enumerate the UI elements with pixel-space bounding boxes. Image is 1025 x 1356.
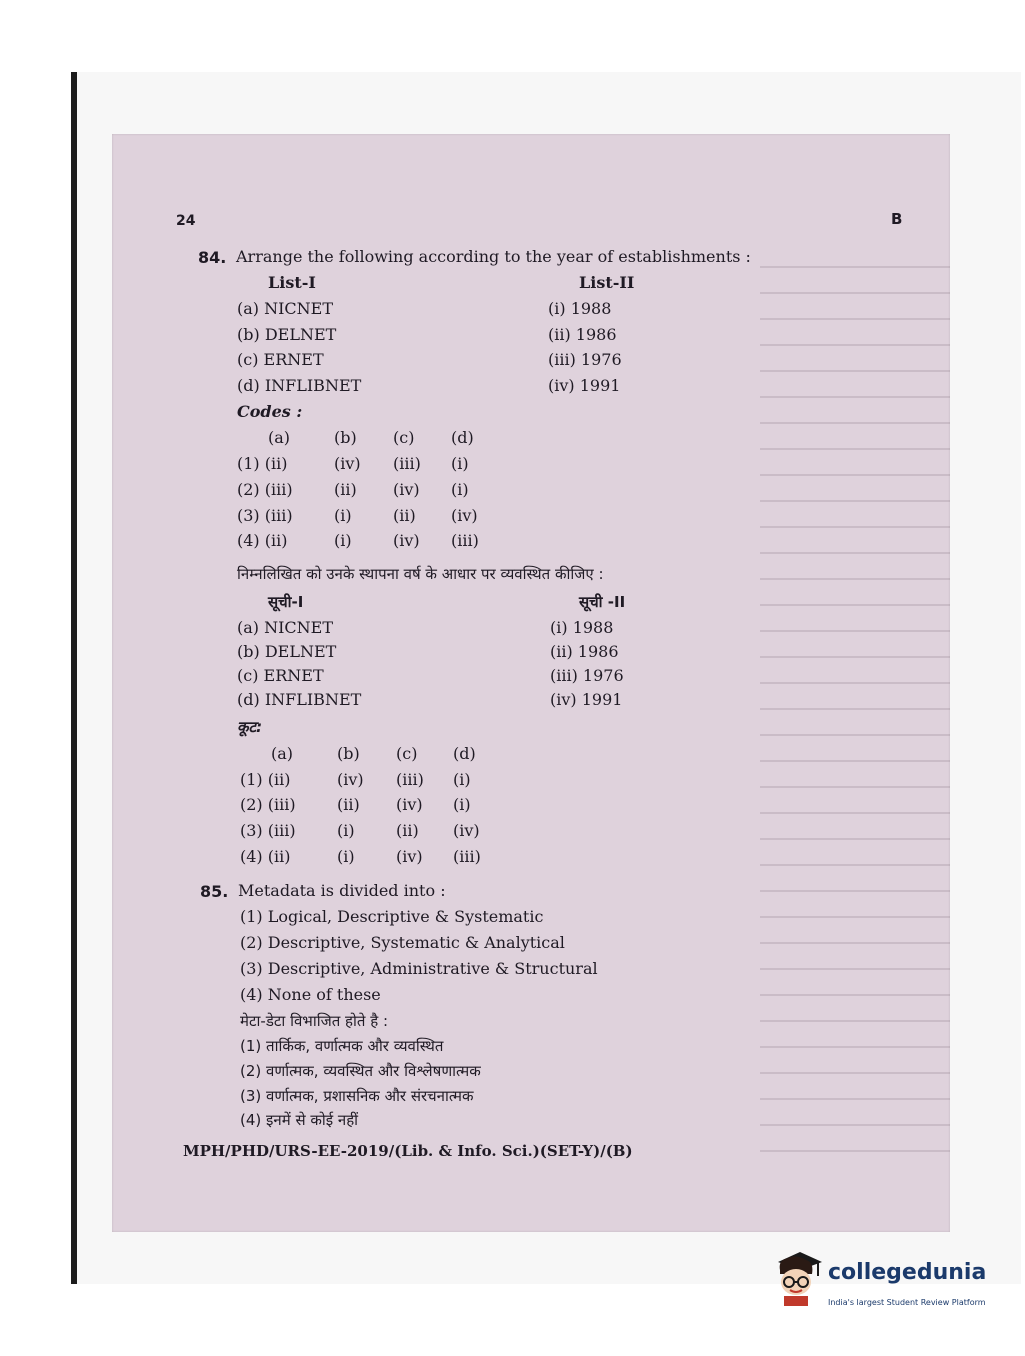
codes-header: (b) xyxy=(337,744,360,763)
set-letter: B xyxy=(891,210,903,228)
q85-option: (2) Descriptive, Systematic & Analytical xyxy=(240,933,565,952)
code-cell: (i) xyxy=(453,795,471,814)
list2-item: (iii) 1976 xyxy=(548,350,622,369)
code-cell: (ii) xyxy=(334,480,357,499)
code-cell: (i) xyxy=(334,506,352,525)
q85-option: (4) None of these xyxy=(240,985,381,1004)
q85-hindi-stem: मेटा-डेटा विभाजित होते है : xyxy=(240,1012,389,1030)
code-cell: (ii) xyxy=(393,506,416,525)
page-number: 24 xyxy=(176,213,196,229)
list1-item: (c) ERNET xyxy=(237,350,324,369)
codes-header: (d) xyxy=(451,428,474,447)
code-cell: (iv) xyxy=(393,531,420,550)
list2-item: (iii) 1976 xyxy=(550,666,624,685)
list1-item: (b) DELNET xyxy=(237,642,337,661)
code-cell: (i) xyxy=(334,531,352,550)
list2-heading: List-II xyxy=(579,273,635,292)
q85-hindi-option: (2) वर्णात्मक, व्यवस्थित और विश्लेषणात्मक xyxy=(240,1062,481,1080)
code-cell: (i) xyxy=(451,454,469,473)
code-option: (4) (ii) xyxy=(240,847,291,866)
code-cell: (iv) xyxy=(337,770,364,789)
logo-brand: collegedunia xyxy=(828,1260,987,1285)
q85-hindi-option: (4) इनमें से कोई नहीं xyxy=(240,1111,359,1129)
code-cell: (i) xyxy=(451,480,469,499)
list1-item: (c) ERNET xyxy=(237,666,324,685)
code-cell: (iii) xyxy=(393,454,421,473)
list2-item: (i) 1988 xyxy=(550,618,614,637)
code-cell: (iii) xyxy=(396,770,424,789)
footer-code: MPH/PHD/URS-EE-2019/(Lib. & Info. Sci.)(SET-Y)/(B) xyxy=(183,1142,633,1160)
q85-hindi-option: (1) तार्किक, वर्णात्मक और व्यवस्थित xyxy=(240,1037,444,1055)
q84-number: 84. xyxy=(198,248,227,267)
list1-item: (a) NICNET xyxy=(237,299,334,318)
hindi-codes-label: कूट: xyxy=(237,718,263,736)
q84-hindi-stem: निम्नलिखित को उनके स्थापना वर्ष के आधार पर व्यवस्थित कीजिए : xyxy=(237,565,604,583)
code-cell: (ii) xyxy=(396,821,419,840)
list1-item: (d) INFLIBNET xyxy=(237,690,362,709)
code-cell: (iv) xyxy=(451,506,478,525)
codes-header: (a) xyxy=(271,744,294,763)
codes-header: (c) xyxy=(396,744,418,763)
codes-header: (c) xyxy=(393,428,415,447)
q85-number: 85. xyxy=(200,882,229,901)
hindi-list1-heading: सूची-I xyxy=(268,593,304,611)
q85-option: (1) Logical, Descriptive & Systematic xyxy=(240,907,544,926)
q85-option: (3) Descriptive, Administrative & Structural xyxy=(240,959,598,978)
code-cell: (iv) xyxy=(396,795,423,814)
bleed-through-text xyxy=(760,248,950,1158)
collegedunia-logo xyxy=(770,1248,1000,1318)
code-option: (1) (ii) xyxy=(237,454,288,473)
code-cell: (iv) xyxy=(396,847,423,866)
code-option: (1) (ii) xyxy=(240,770,291,789)
codes-header: (d) xyxy=(453,744,476,763)
code-cell: (iii) xyxy=(453,847,481,866)
code-cell: (i) xyxy=(337,821,355,840)
code-cell: (iii) xyxy=(451,531,479,550)
codes-header: (b) xyxy=(334,428,357,447)
list1-heading: List-I xyxy=(268,273,316,292)
code-cell: (i) xyxy=(453,770,471,789)
list2-item: (ii) 1986 xyxy=(550,642,619,661)
list2-item: (iv) 1991 xyxy=(548,376,621,395)
codes-header: (a) xyxy=(268,428,291,447)
student-mascot-icon xyxy=(770,1248,824,1314)
q84-stem: Arrange the following according to the year of establishments : xyxy=(236,247,751,266)
list1-item: (d) INFLIBNET xyxy=(237,376,362,395)
code-option: (3) (iii) xyxy=(240,821,296,840)
code-cell: (iv) xyxy=(453,821,480,840)
q85-stem: Metadata is divided into : xyxy=(238,881,446,900)
code-cell: (i) xyxy=(337,847,355,866)
q85-hindi-option: (3) वर्णात्मक, प्रशासनिक और संरचनात्मक xyxy=(240,1087,474,1105)
list2-item: (i) 1988 xyxy=(548,299,612,318)
code-option: (2) (iii) xyxy=(240,795,296,814)
list1-item: (a) NICNET xyxy=(237,618,334,637)
code-option: (4) (ii) xyxy=(237,531,288,550)
codes-label: Codes : xyxy=(237,402,303,421)
code-option: (3) (iii) xyxy=(237,506,293,525)
list2-item: (iv) 1991 xyxy=(550,690,623,709)
code-cell: (iv) xyxy=(334,454,361,473)
logo-tagline: India's largest Student Review Platform xyxy=(828,1298,986,1307)
code-cell: (iv) xyxy=(393,480,420,499)
hindi-list2-heading: सूची -II xyxy=(579,593,626,611)
code-cell: (ii) xyxy=(337,795,360,814)
list1-item: (b) DELNET xyxy=(237,325,337,344)
code-option: (2) (iii) xyxy=(237,480,293,499)
list2-item: (ii) 1986 xyxy=(548,325,617,344)
